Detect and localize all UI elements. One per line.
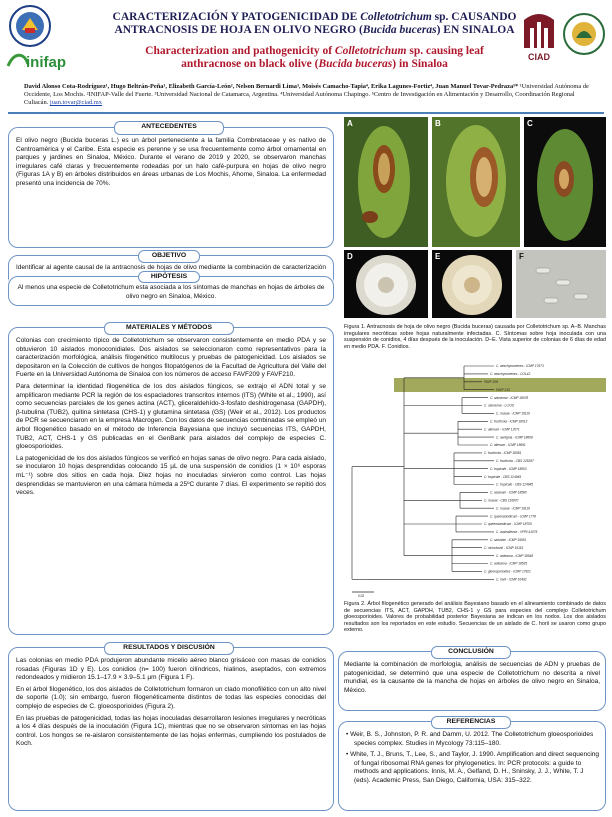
figure1-panel-e bbox=[432, 250, 512, 318]
inifap-logo bbox=[6, 48, 74, 72]
author-block: David Alonso Cota-Rodríguez¹, Hugo Beltrán-Peña¹, Elizabeth García-León², Nelson Bernardi Lima³, Moisés Camacho-Tapia⁴, Erika Lagunes-Fortiz⁴, Juan Manuel Tovar-Pedraza⁵* ¹Universidad Autónoma de Occidente, Los Mochis. ²INIFAP-Valle del Fuerte. ³Universidad Nacional de Catamarca, Argentina. ⁴Universidad Autónoma Chapingo. ⁵Centro de Investigación en Alimentación y Desarrollo, Coordinación Regional Culiacán. juan.tovar@ciad.mx bbox=[24, 83, 589, 106]
figure1-panel-a bbox=[344, 117, 428, 247]
objetivo-heading: OBJETIVO bbox=[138, 250, 200, 263]
uaim-logo bbox=[8, 4, 52, 48]
tree-taxon-label: C. australiense - VPRI 41075 bbox=[496, 530, 538, 535]
tree-taxon-label: C. gloeosporioides - ICMP 17821 bbox=[484, 569, 531, 574]
tree-taxon-label: C. fructicola - ICMP 18581 bbox=[484, 451, 522, 456]
figure1-label-c: C bbox=[527, 119, 533, 128]
tree-taxon-label: C. musae - ICMP 19119 bbox=[496, 411, 530, 416]
tree-taxon-label: C. musae - ICMP 19119 bbox=[496, 506, 530, 511]
chapingo-logo bbox=[562, 8, 606, 66]
tree-taxon-label: C. asianum - ICMP 18580 bbox=[490, 490, 527, 495]
figure1-panel-d bbox=[344, 250, 428, 318]
tree-taxa bbox=[484, 364, 544, 581]
objetivo-text: Identificar al agente causal de la antracnosis de hojas de olivo mediante la combinación de caracterización bbox=[16, 264, 326, 271]
tree-taxon-label: C. tropicale - ICMP 18653 bbox=[490, 466, 527, 471]
materiales-heading: MATERIALES Y MÉTODOS bbox=[104, 322, 234, 335]
referencias-heading: REFERENCIAS bbox=[431, 716, 511, 729]
ciad-logo bbox=[518, 8, 560, 64]
figure1-label-f: F bbox=[519, 252, 524, 261]
hipotesis-title: HIPÓTESIS bbox=[138, 271, 200, 283]
conclusion-heading: CONCLUSIÓN bbox=[431, 646, 511, 659]
tree-taxon-label: C. aeschynomenes - COL42 bbox=[490, 372, 531, 377]
tree-taxon-label: FAVF 209 bbox=[484, 380, 498, 384]
tree-taxon-label: C. musae - CBS 116870 bbox=[484, 498, 519, 503]
figure1-label-d: D bbox=[347, 252, 353, 261]
figure1-panel-c bbox=[524, 117, 606, 247]
tree-taxon-label: FAVF 210 bbox=[496, 387, 510, 392]
tree-taxon-label: C. aeschynomenes - ICMP 17673 bbox=[496, 364, 544, 369]
tree-taxon-label: C. queenslandicum - ICMP 18705 bbox=[484, 522, 532, 527]
title-spanish: CARACTERIZACIÓN Y PATOGENICIDAD DE Colletotrichum sp. CAUSANDO ANTRACNOSIS DE HOJA EN OLIVO NEGRO (Bucida buceras) EN SINALOA bbox=[112, 11, 517, 36]
tree-taxon-label: C. siamense - ICMP 18578 bbox=[490, 395, 529, 400]
figure1-panel-b bbox=[432, 117, 520, 247]
tree-taxon-label: C. nicholsonii - ICMP 19115 bbox=[484, 545, 524, 550]
tree-taxon-label: C. aenigma - ICMP 18608 bbox=[496, 435, 533, 440]
tree-taxon-label: C. tropicale - CBS 124949 bbox=[484, 474, 522, 479]
materiales-text: Colonias con crecimiento típico de Colletotrichum se observaron consistentemente en medio PDA y se obtuvieron 10 aislados monoconidiales. Dos aislados se seleccionaron como representativos para la caracterización morfológica, análisis filogenético multilocus y pruebas de patogenicidad. Los aislados se depositaron en la Colección de cultivos de hongos fitopatógenos de la Facultad de Agricultura del Valle del Fuerte en la Universidad Autónoma de Sinaloa con los números de acceso FAVF209 y FAVF210. Para determinar la identidad filogenética de los dos aislados fúngicos, se extrajo el ADN total y se amplificaron mediante PCR la región de los espaciadores transcritos internos (ITS) (White et al., 1990), así como secuencias parciales de los genes actina (ACT), gliceraldehído-3-fosfato deshidrogenasa (GAPDH), β-tubulina (TUB2), quitina sintetasa (CHS-1) y glutamina sintetasa (GS) (Weir et al., 2012). Los productos de PCR se secuenciaron en la empresa Macrogen. Con los datos de secuencias combinadas se empleó un árbol filogenético basado en el método de Inferencia Bayesiana que incluyó secuencias ITS, GAPDH, TUB2, ACT, CHS-1 y GS publicadas en el GenBank para aislados del complejo de especies C. gloeosporioides. La patogenicidad de los dos aislados fúngicos se verificó en hojas sanas de olivo negro. Para cada aislado, se inocularon 10 hojas desprendidas colocando 15 µL de una suspensión de conidios (1 × 10⁶ esporas mL⁻¹) sobre dos sitios en cada hoja. Diez hojas no inoculadas sirvieron como control. Las hojas desprendidas se mantuvieron en una cámara húmeda a 25ºC durante 7 días. El experimento se repitió dos veces. bbox=[16, 337, 327, 497]
scale-label: 0.02 bbox=[358, 594, 365, 598]
figure1-panel-f bbox=[516, 250, 606, 318]
antecedentes-heading: ANTECEDENTES bbox=[114, 121, 224, 135]
tree-taxon-label: C. aotearoa - ICMP 18535 bbox=[490, 561, 528, 566]
tree-branches bbox=[352, 366, 494, 579]
svg-text:inifap: inifap bbox=[26, 54, 66, 71]
tree-taxon-label: C. tropicale - CBS 124945 bbox=[496, 482, 534, 487]
conclusion-text: Mediante la combinación de morfología, análisis de secuencias de ADN y pruebas de patogenicidad, se determinó que una especie de Colletotrichum no descrita a nivel mundial, es la causante de la mancha de hojas en árboles de olivo negro en Sinaloa, México. bbox=[344, 661, 600, 694]
header-divider bbox=[8, 112, 604, 114]
resultados-text: Las colonias en medio PDA produjeron abundante micelio aéreo blanco grisáceo con masas de conidios rosadas (Figuras 1D y E). Los conidios (n= 100) fueron cilíndricos, hialinos, aseptados, con extremos redondeados y midieron 15.1–17.9 × 3.9–5.1 µm (Figura 1 F). En el árbol filogenético, los dos aislados de Colletotrichum formaron un clado monofilético con un alto nivel de soporte (1.0); sin embargo, fueron filogenéticamente distintos de todas las especies conocidas del complejo de especies de C. gloeosporioides (Figura 2). En las pruebas de patogenicidad, todas las hojas inoculadas desarrollaron lesiones irregulares y necróticas a los 4 días después de la inoculación (Figura 1C), mientras que no se observaron síntomas en las hojas control. Los hongos se re-aislaron consistentemente de las hojas enfermas, cumpliendo los postulados de Koch. bbox=[16, 657, 326, 748]
figure1-label-b: B bbox=[435, 119, 441, 128]
antecedentes-text: El olivo negro (Bucida buceras L.) es un árbol perteneciente a la familia Combretaceae y es nativo de Centroamérica y el Caribe. Esta especie es perenne y se usa frecuentemente como árbol ornamental en parques y jardines en Sinaloa, México. Durante el verano de 2019 y 2020, se observaron manchas irregulares café claras y frecuentemente rodeadas por un halo café-purpura en hojas de olivo negro (Figuras 1A y B) en árboles distribuidos en áreas urbanas de Los Mochis, Ahome, Sinaloa. La enfermedad presentó una incidencia de 70%. bbox=[16, 137, 326, 187]
figure2-caption: Figura 2. Árbol filogenético generado del análisis Bayesiano basado en el alineamiento combinado de datos de secuencias ITS, ACT, GAPDH, TUB2, CHS-1 y GS para especies del complejo Colletotrichum gloeosporioides. Valores de probabilidad posterior Bayesiana se indican en los nodos. Los dos aislados resultados son los reportados en este estudio. Secuencias de un aislado de C. horii se usaron como grupo externo. bbox=[344, 601, 606, 634]
figure1-label-e: E bbox=[435, 252, 441, 261]
resultados-heading: RESULTADOS Y DISCUSIÓN bbox=[104, 642, 234, 655]
tree-taxon-label: C. fructicola - ICMP 18613 bbox=[490, 419, 528, 424]
svg-text:CIAD: CIAD bbox=[528, 52, 550, 62]
figure1-label-a: A bbox=[347, 119, 353, 128]
referencias-text: • Weir, B. S., Johnston, P. R. and Damm, U. 2012. The Colletotrichum gloeosporioides species complex. Studies in Mycology 73:115–180. • White, T. J., Bruns, T., Lee, S., and Taylor, J. 1990. Amplification and direct sequencing of fungal ribosomal RNA genes for phylogenetics. In: PCR protocols: a guide to methods and applications. Innis, M. A., Gelfand, D. H., Sninsky, J. J., White, T. J (eds). Academic Press, San Diego, California, USA: 315–322. bbox=[346, 731, 600, 784]
title-english: Characterization and pathogenicity of Colletotrichum sp. causing leaf anthracnose on black olive (Bucida buceras) in Sinaloa bbox=[145, 45, 484, 70]
tree-taxon-label: C. horii - ICMP 10492 bbox=[496, 577, 527, 582]
tree-taxon-label: C. alienum - ICMP 12071 bbox=[484, 427, 520, 432]
tree-taxon-label: C. salsolae - ICMP 19051 bbox=[490, 538, 527, 542]
tree-taxon-label: C. queenslandicum - ICMP 1778 bbox=[490, 514, 536, 519]
figure1-caption: Figura 1. Antracnosis de hoja de olivo negro (Bucida buceras) causada por Colletotrichum sp. A–B. Manchas irregulares necróticas sobre hojas naturalmente infectadas. C. Síntomas sobre hoja inoculada con una suspensión de conidios, 4 días después de la inoculación. D–E. Vista superior de colonias de 6 días de edad en medio PDA. F. Conidios. bbox=[344, 324, 606, 350]
hipotesis-text: Al menos una especie de Colletotrichum esta asociada a los síntomas de manchas en hojas de árboles de olivo negro en Sinaloa, México. bbox=[17, 284, 325, 300]
tree-taxon-label: C. alienum - ICMP 18691 bbox=[490, 443, 526, 448]
phylogenetic-tree bbox=[344, 360, 606, 598]
tree-svg bbox=[344, 360, 606, 598]
tree-taxon-label: C. siamense - LC/US bbox=[484, 403, 514, 408]
tree-taxon-label: C. fructicola - CBS 125397 bbox=[496, 459, 534, 463]
tree-taxon-label: C. aotearoa - ICMP 18548 bbox=[496, 553, 534, 558]
